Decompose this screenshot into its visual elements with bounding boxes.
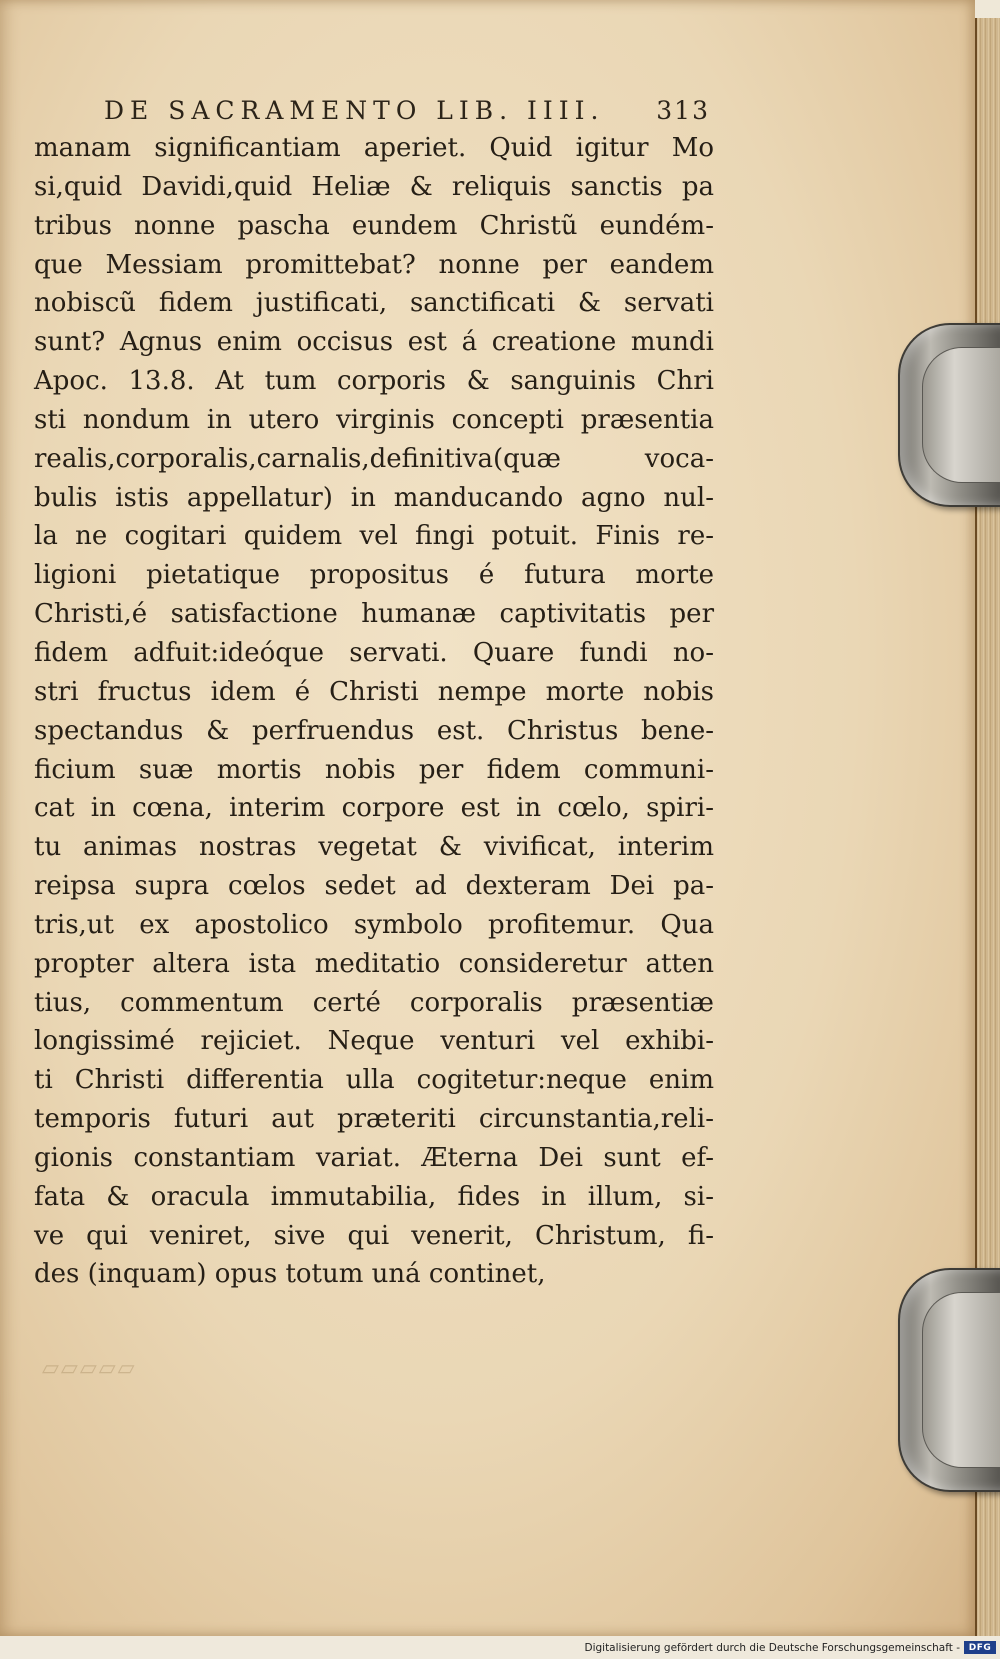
text-line: stri fructus idem é Christi nempe morte nobis bbox=[34, 676, 714, 707]
text-line: fidem adfuit:ideóque servati. Quare fundi no- bbox=[34, 637, 714, 668]
dfg-logo-icon: DFG bbox=[964, 1641, 996, 1654]
bleed-through-mark: ▱▱▱▱▱ bbox=[42, 1356, 137, 1381]
text-line: tius, commentum certé corporalis præsentiæ bbox=[34, 987, 714, 1018]
text-line: ve qui veniret, sive qui venerit, Christum, fi- bbox=[34, 1220, 714, 1251]
text-line: des (inquam) opus totum uná continet, bbox=[34, 1259, 546, 1290]
book-clasp-bottom bbox=[898, 1268, 1000, 1492]
running-header bbox=[104, 96, 710, 125]
text-line: nobiscũ fidem justificati, sanctificati & servati bbox=[34, 288, 714, 319]
book-clasp-top bbox=[898, 323, 1000, 507]
text-line: reipsa supra cœlos sedet ad dexteram Dei pa- bbox=[34, 871, 714, 902]
text-line: temporis futuri aut præteriti circunstantia,reli- bbox=[34, 1104, 714, 1135]
text-line: fata & oracula immutabilia, fides in illum, si- bbox=[34, 1181, 714, 1212]
text-line: spectandus & perfruendus est. Christus bene- bbox=[34, 715, 714, 746]
text-line: bulis istis appellatur) in manducando agno nul- bbox=[34, 482, 714, 513]
text-line: la ne cogitari quidem vel fingi potuit. Finis re- bbox=[34, 521, 714, 552]
digitization-footer bbox=[0, 1636, 1000, 1659]
clasp-inner bbox=[922, 1292, 1000, 1468]
text-line: tris,ut ex apostolico symbolo profitemur. Qua bbox=[34, 909, 714, 940]
text-line: tribus nonne pascha eundem Christũ eundém- bbox=[34, 210, 714, 241]
text-line: sti nondum in utero virginis concepti præsentia bbox=[34, 404, 714, 435]
text-line: ti Christi differentia ulla cogitetur:neque enim bbox=[34, 1065, 714, 1096]
running-title: DE SACRAMENTO LIB. IIII. bbox=[104, 96, 605, 125]
text-line: que Messiam promittebat? nonne per eandem bbox=[34, 249, 714, 280]
text-line: sunt? Agnus enim occisus est á creatione mundi bbox=[34, 327, 714, 358]
text-line: Christi,é satisfactione humanæ captivitatis per bbox=[34, 599, 714, 630]
text-line: si,quid Davidi,quid Heliæ & reliquis sanctis pa bbox=[34, 171, 714, 202]
text-line: ficium suæ mortis nobis per fidem communi- bbox=[34, 754, 714, 785]
text-line: Apoc. 13.8. At tum corporis & sanguinis Chri bbox=[34, 366, 714, 397]
body-text bbox=[34, 129, 714, 1294]
text-line: longissimé rejiciet. Neque venturi vel exhibi- bbox=[34, 1026, 714, 1057]
text-line: cat in cœna, interim corpore est in cœlo, spiri- bbox=[34, 793, 714, 824]
text-line: gionis constantiam variat. Æterna Dei sunt ef- bbox=[34, 1142, 714, 1173]
text-line: manam significantiam aperiet. Quid igitur Mo bbox=[34, 133, 714, 163]
funding-credit: Digitalisierung gefördert durch die Deutsche Forschungsgemeinschaft - bbox=[584, 1641, 960, 1654]
text-line: realis,corporalis,carnalis,definitiva(quæ voca- bbox=[34, 443, 714, 474]
clasp-inner bbox=[922, 347, 1000, 483]
page-number: 313 bbox=[656, 96, 710, 125]
text-line: propter altera ista meditatio consideretur atten bbox=[34, 948, 714, 979]
text-line: ligioni pietatique propositus é futura morte bbox=[34, 560, 714, 591]
text-line: tu animas nostras vegetat & vivificat, interim bbox=[34, 832, 714, 863]
